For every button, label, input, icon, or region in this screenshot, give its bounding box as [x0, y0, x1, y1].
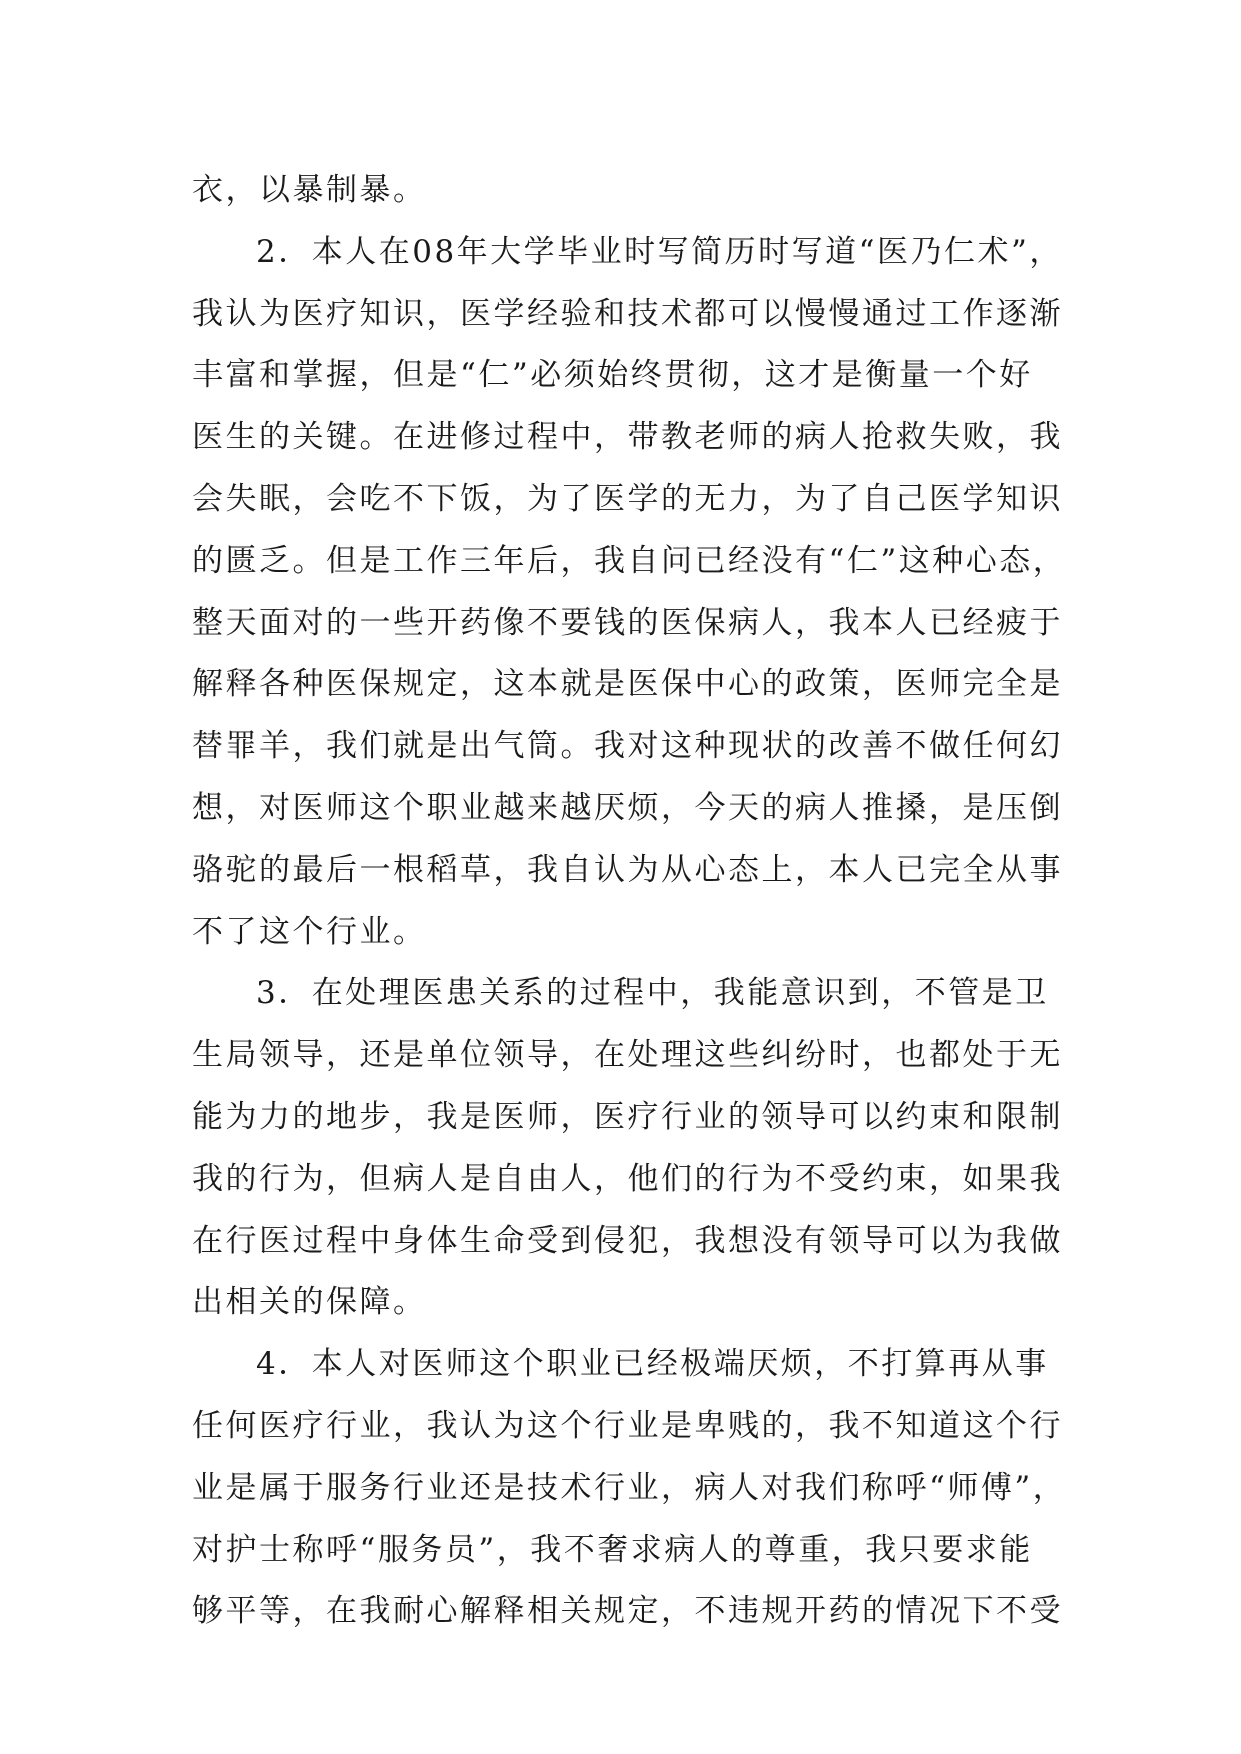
text-line: 任何医疗行业，我认为这个行业是卑贱的，我不知道这个行 [192, 1407, 1063, 1444]
paragraph-start-line: 3．在处理医患关系的过程中，我能意识到，不管是卫 [256, 975, 1049, 1012]
text-line: 替罪羊，我们就是出气筒。我对这种现状的改善不做任何幻 [192, 728, 1063, 765]
text-line: 业是属于服务行业还是技术行业，病人对我们称呼“师傅”， [192, 1469, 1067, 1506]
text-line: 医生的关键。在进修过程中，带教老师的病人抢救失败，我 [192, 419, 1063, 456]
text-line: 在行医过程中身体生命受到侵犯，我想没有领导可以为我做 [192, 1222, 1063, 1259]
text-line: 出相关的保障。 [192, 1284, 427, 1321]
text-line: 能为力的地步，我是医师，医疗行业的领导可以约束和限制 [192, 1098, 1063, 1135]
text-line: 生局领导，还是单位领导，在处理这些纠纷时，也都处于无 [192, 1037, 1063, 1074]
paragraph-start-line: 2．本人在08年大学毕业时写简历时写道“医乃仁术”， [256, 233, 1063, 270]
text-line: 解释各种医保规定，这本就是医保中心的政策，医师完全是 [192, 666, 1063, 703]
document-body [192, 160, 1067, 1643]
text-line: 会失眠，会吃不下饭，为了医学的无力，为了自己医学知识 [192, 480, 1063, 517]
text-line: 想，对医师这个职业越来越厌烦，今天的病人推搡，是压倒 [192, 789, 1063, 826]
text-line: 丰富和掌握，但是“仁”必须始终贯彻，这才是衡量一个好 [192, 357, 1033, 394]
text-line: 我的行为，但病人是自由人，他们的行为不受约束，如果我 [192, 1160, 1063, 1197]
text-line: 我认为医疗知识，医学经验和技术都可以慢慢通过工作逐渐 [192, 295, 1063, 332]
text-line: 的匮乏。但是工作三年后，我自问已经没有“仁”这种心态， [192, 542, 1067, 579]
text-line: 对护士称呼“服务员”，我不奢求病人的尊重，我只要求能 [192, 1531, 1033, 1568]
text-line: 骆驼的最后一根稻草，我自认为从心态上，本人已完全从事 [192, 851, 1063, 888]
text-line: 衣，以暴制暴。 [192, 172, 427, 208]
text-line: 整天面对的一些开药像不要钱的医保病人，我本人已经疲于 [192, 604, 1063, 641]
text-line: 不了这个行业。 [192, 913, 427, 950]
text-line: 够平等，在我耐心解释相关规定，不违规开药的情况下不受 [192, 1593, 1063, 1630]
paragraph-start-line: 4．本人对医师这个职业已经极端厌烦，不打算再从事 [256, 1346, 1049, 1383]
